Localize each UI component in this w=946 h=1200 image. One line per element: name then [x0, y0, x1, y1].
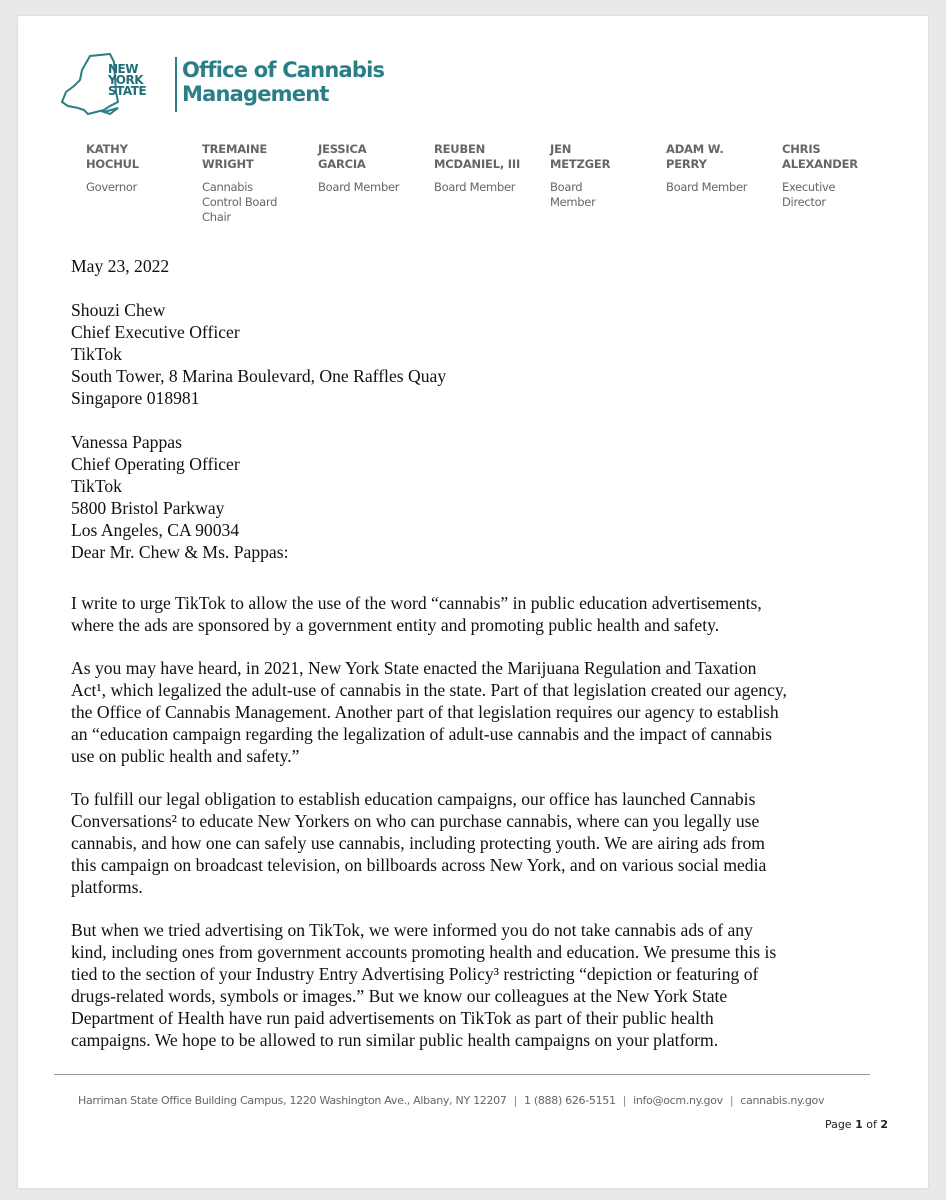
page-number	[825, 1118, 888, 1131]
member-name	[318, 142, 433, 172]
body-paragraph	[71, 919, 776, 1051]
member-role	[666, 180, 781, 195]
member-name	[434, 142, 549, 172]
paragraph-line: campaigns. We hope to be allowed to run similar public health campaigns on your platform.	[71, 1030, 719, 1050]
member-role-line: Chair	[202, 210, 231, 224]
recipient-line: Los Angeles, CA 90034	[71, 520, 240, 540]
member-role	[318, 180, 433, 195]
member-name	[202, 142, 317, 172]
paragraph-line: drugs-related words, symbols or images.” But we know our colleagues at the New York State	[71, 986, 728, 1006]
footer-email[interactable]: info@ocm.ny.gov	[633, 1094, 723, 1107]
member-role-line: Cannabis	[202, 180, 253, 194]
recipient-block	[71, 299, 446, 409]
paragraph-line: kind, including ones from government accounts promoting health and education. We presume this is	[71, 942, 777, 962]
nys-line: STATE	[108, 84, 147, 98]
paragraph-line: the Office of Cannabis Management. Another part of that legislation requires our agency to establish	[71, 702, 779, 722]
member-name-line: TREMAINE	[202, 142, 268, 156]
body-paragraph	[71, 592, 762, 636]
member-role-line: Executive	[782, 180, 836, 194]
member-role-line: Control Board	[202, 195, 278, 209]
paragraph-line: But when we tried advertising on TikTok, we were informed you do not take cannabis ads of any	[71, 920, 753, 940]
nys-line: NEW	[108, 62, 138, 76]
member-role	[434, 180, 549, 195]
member-name-line: METZGER	[550, 157, 611, 171]
member-role	[202, 180, 317, 225]
leadership-member	[434, 142, 549, 195]
member-name-line: GARCIA	[318, 157, 366, 171]
office-name-line: Office of Cannabis	[182, 58, 385, 82]
member-name-line: HOCHUL	[86, 157, 139, 171]
nys-line: YORK	[108, 73, 144, 87]
recipient-line: TikTok	[71, 344, 122, 364]
recipient-line: 5800 Bristol Parkway	[71, 498, 225, 518]
paragraph-line: tied to the section of your Industry Entry Advertising Policy³ restricting “depiction or featuring of	[71, 964, 759, 984]
body-paragraph	[71, 657, 787, 767]
member-name	[666, 142, 781, 172]
member-name-line: WRIGHT	[202, 157, 254, 171]
leadership-member	[318, 142, 433, 195]
member-name-line: MCDANIEL, III	[434, 157, 521, 171]
paragraph-line: I write to urge TikTok to allow the use of the word “cannabis” in public education advertisements,	[71, 593, 762, 613]
member-role-line: Board Member	[434, 180, 516, 194]
paragraph-line: cannabis, and how one can safely use cannabis, including protecting youth. We are airing ads from	[71, 833, 765, 853]
recipient-line: Shouzi Chew	[71, 300, 166, 320]
recipient-line: Chief Executive Officer	[71, 322, 240, 342]
member-name-line: JEN	[550, 142, 572, 156]
leadership-member	[550, 142, 665, 210]
salutation: Dear Mr. Chew & Ms. Pappas:	[71, 542, 289, 562]
page-total: 2	[880, 1118, 888, 1131]
member-name-line: PERRY	[666, 157, 707, 171]
leadership-member	[202, 142, 317, 225]
member-name-line: REUBEN	[434, 142, 486, 156]
footer-address: Harriman State Office Building Campus, 1220 Washington Ave., Albany, NY 12207	[78, 1094, 507, 1107]
recipient-line: TikTok	[71, 476, 122, 496]
separator: |	[622, 1094, 627, 1107]
member-name-line: CHRIS	[782, 142, 821, 156]
member-name	[782, 142, 897, 172]
logo-divider	[175, 57, 177, 112]
paragraph-line: Conversations² to educate New Yorkers on who can purchase cannabis, where can you legally use	[71, 811, 760, 831]
footer-phone: 1 (888) 626-5151	[523, 1094, 616, 1107]
leadership-member	[666, 142, 781, 195]
paragraph-line: this campaign on broadcast television, on billboards across New York, and on various social media	[71, 855, 767, 875]
body-paragraph	[71, 788, 766, 898]
paragraph-line: platforms.	[71, 877, 143, 897]
paragraph-line: Act¹, which legalized the adult-use of cannabis in the state. Part of that legislation created our agency,	[71, 680, 787, 700]
member-name-line: ADAM W.	[666, 142, 724, 156]
footer-divider	[54, 1074, 870, 1075]
paragraph-line: where the ads are sponsored by a government entity and promoting public health and safety.	[71, 615, 720, 635]
page-current: 1	[855, 1118, 863, 1131]
recipient-block	[71, 431, 240, 541]
page-label: Page	[824, 1118, 852, 1131]
paragraph-line: use on public health and safety.”	[71, 746, 300, 766]
letter-date: May 23, 2022	[71, 256, 170, 276]
member-name-line: JESSICA	[318, 142, 367, 156]
recipient-line: South Tower, 8 Marina Boulevard, One Raffles Quay	[71, 366, 447, 386]
member-role-line: Board Member	[666, 180, 748, 194]
separator: |	[729, 1094, 734, 1107]
member-role-line: Director	[782, 195, 826, 209]
leadership-member	[782, 142, 897, 210]
member-name	[86, 142, 201, 172]
member-role-line: Board	[550, 180, 583, 194]
member-role	[86, 180, 201, 195]
member-role-line: Governor	[86, 180, 138, 194]
footer-contact	[78, 1094, 824, 1107]
paragraph-line: an “education campaign regarding the legalization of adult-use cannabis and the impact of cannabis	[71, 724, 773, 744]
office-name	[182, 58, 384, 106]
ocm-logo	[60, 52, 385, 132]
recipient-line: Vanessa Pappas	[71, 432, 182, 452]
leadership-member	[86, 142, 201, 195]
member-role	[550, 180, 665, 210]
paragraph-line: Department of Health have run paid advertisements on TikTok as part of their public health	[71, 1008, 714, 1028]
member-role-line: Board Member	[318, 180, 400, 194]
recipient-line: Chief Operating Officer	[71, 454, 240, 474]
member-name	[550, 142, 665, 172]
page-of: of	[866, 1118, 877, 1131]
member-role-line: Member	[550, 195, 596, 209]
recipient-line: Singapore 018981	[71, 388, 200, 408]
office-name-line: Management	[182, 82, 329, 106]
paragraph-line: As you may have heard, in 2021, New York State enacted the Marijuana Regulation and Taxation	[71, 658, 757, 678]
footer-website[interactable]: cannabis.ny.gov	[740, 1094, 825, 1107]
member-name-line: KATHY	[86, 142, 128, 156]
separator: |	[513, 1094, 517, 1107]
nys-wordmark	[108, 64, 146, 97]
member-name-line: ALEXANDER	[782, 157, 858, 171]
member-role	[782, 180, 897, 210]
paragraph-line: To fulfill our legal obligation to establish education campaigns, our office has launched Cannabis	[71, 789, 756, 809]
